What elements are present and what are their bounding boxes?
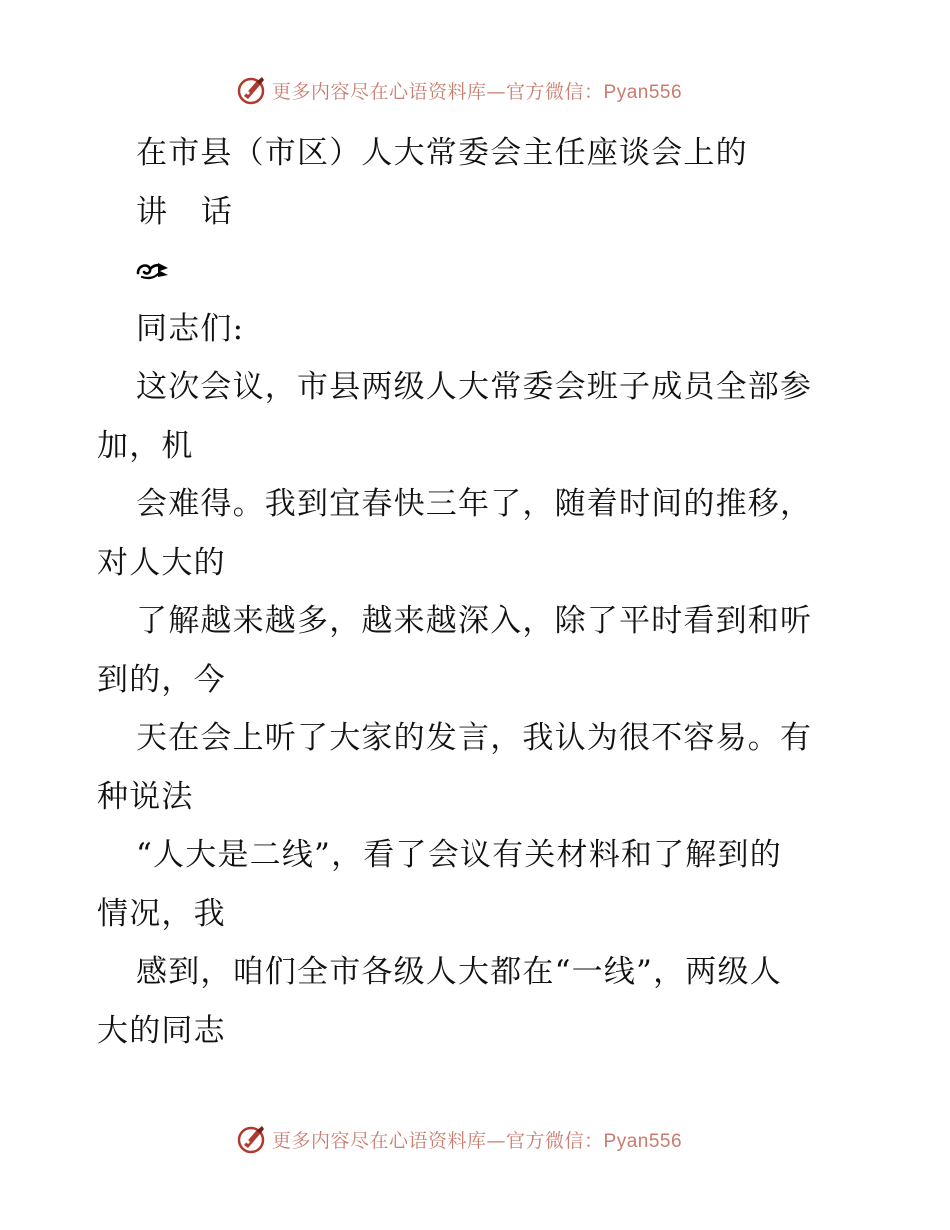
banner-text: 更多内容尽在心语资料库—官方微信：Pyan556 <box>272 1129 683 1152</box>
header-banner <box>236 73 682 107</box>
wechat-id: Pyan556 <box>603 81 683 103</box>
paragraph-line: 对人大的 <box>97 544 226 581</box>
title-line-1: 在市县（市区）人大常委会主任座谈会上的 <box>136 135 748 171</box>
paragraph-line: 感到，咱们全市各级人大都在“一线”，两级人 <box>136 954 782 990</box>
paragraph-line: 加，机 <box>97 427 194 464</box>
floral-ornament-icon <box>97 241 857 300</box>
banner-text: 更多内容尽在心语资料库—官方微信：Pyan556 <box>272 80 683 103</box>
salutation: 同志们: <box>136 310 245 347</box>
pen-logo-icon <box>236 1123 268 1155</box>
paragraph-line: 种说法 <box>97 778 194 815</box>
footer-banner <box>236 1122 682 1156</box>
wechat-id: Pyan556 <box>603 1130 683 1152</box>
pen-logo-icon <box>236 74 268 106</box>
paragraph-line: 大的同志 <box>97 1012 226 1049</box>
paragraph-line: 天在会上听了大家的发言，我认为很不容易。有 <box>136 720 813 756</box>
title-line-2: 讲 话 <box>136 193 244 230</box>
paragraph-line: 了解越来越多，越来越深入，除了平时看到和听 <box>136 603 813 639</box>
paragraph-line: “人大是二线”，看了会议有关材料和了解到的 <box>136 837 782 873</box>
document-body <box>97 124 857 1060</box>
paragraph-line: 这次会议，市县两级人大常委会班子成员全部参 <box>136 369 813 405</box>
paragraph-line: 会难得。我到宜春快三年了，随着时间的推移， <box>136 486 813 522</box>
paragraph-line: 情况，我 <box>97 895 226 932</box>
paragraph-line: 到的，今 <box>97 661 226 698</box>
